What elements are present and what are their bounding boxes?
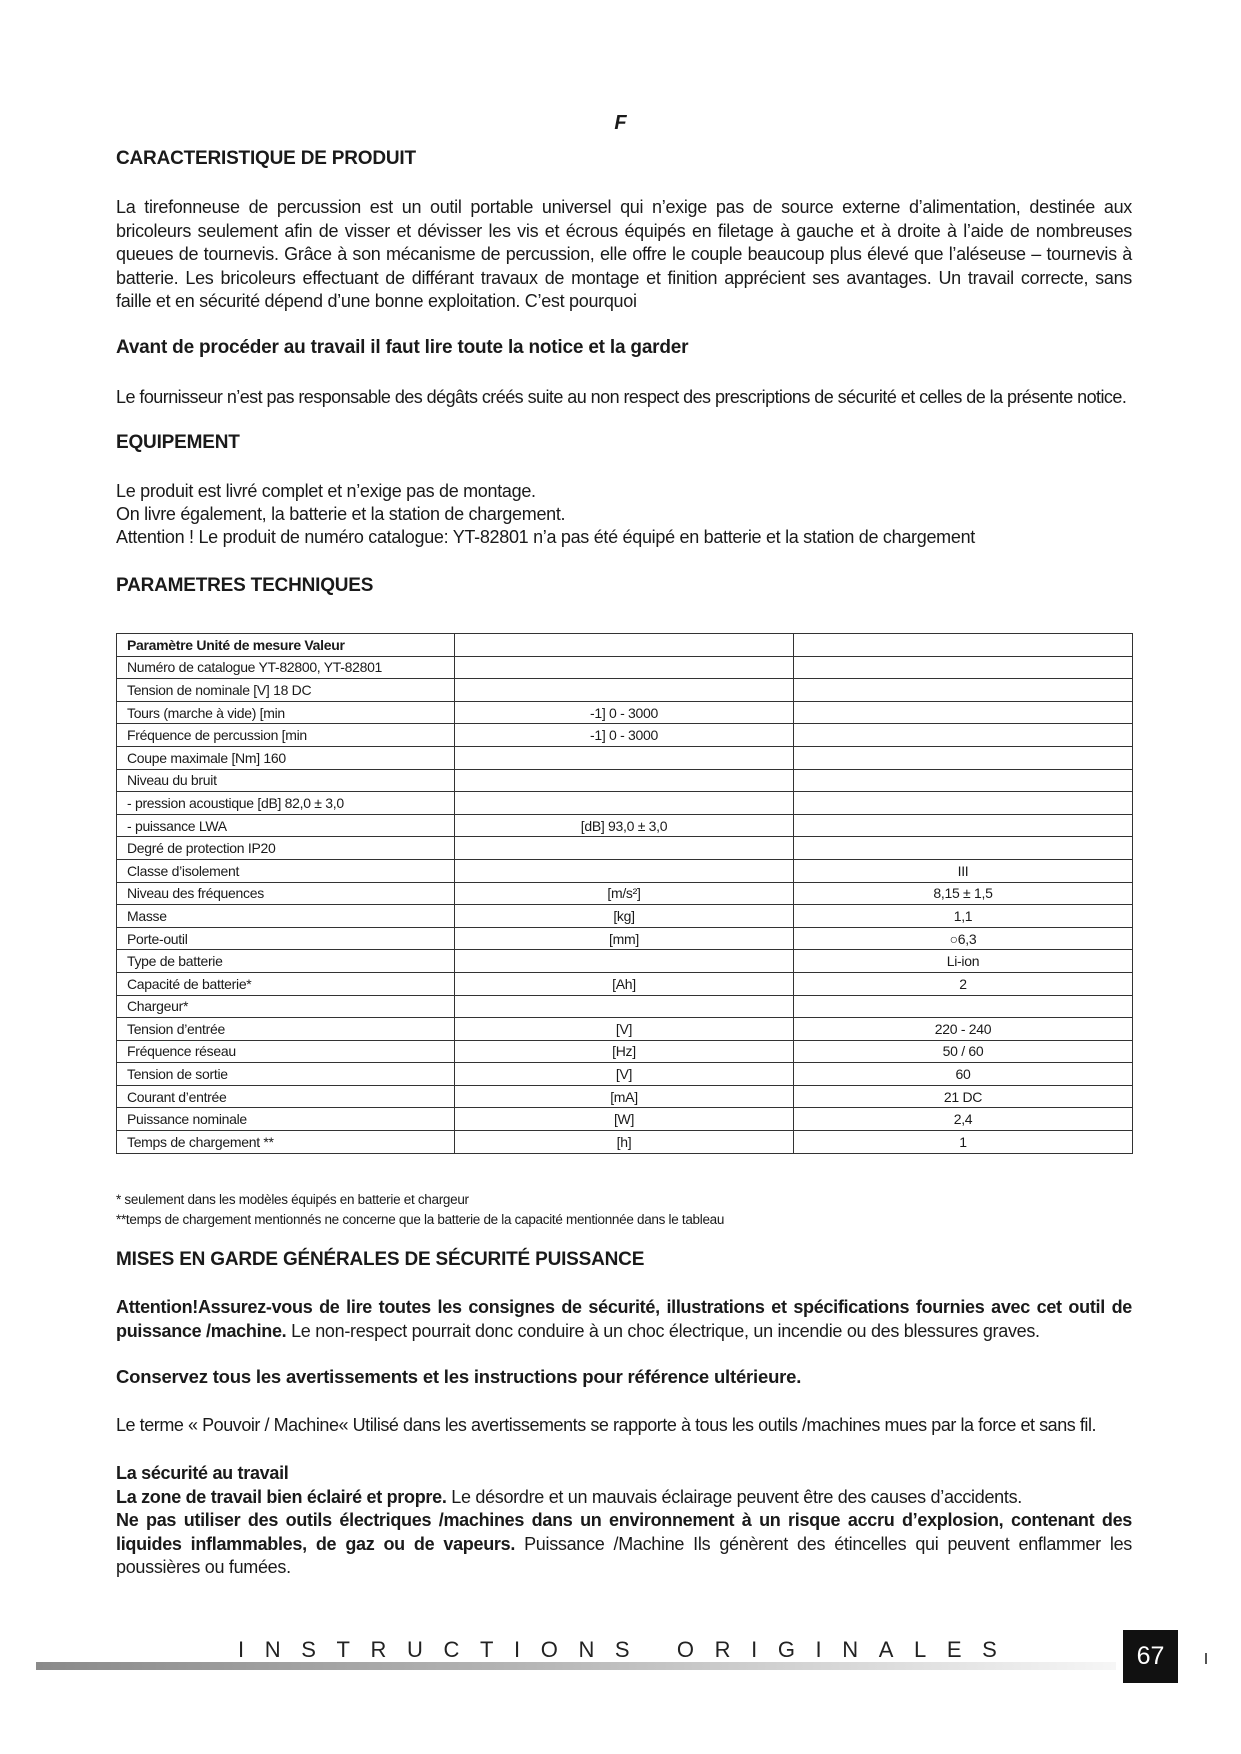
technical-parameters-table xyxy=(116,633,1133,1154)
table-row xyxy=(117,656,1133,679)
equipment-line: Attention ! Le produit de numéro catalogue: YT-82801 n’a pas été équipé en batterie et la station de chargement xyxy=(116,527,975,547)
product-text: La tirefonneuse de percussion est un outil portable universel qui n’exige pas de source externe d’alimentation, destinée aux bricoleurs seulement afin de visser et dévisser les vis et écrous équipés en filetage à gauche et à droite à l’aide de nombreuses queues de tournevis. Grâce à son mécanisme de percussion, elle offre le couple beaucoup plus élevé que l’aléseuse – tournevis à batterie. Les bricoleurs effectuant de différant travaux de montage et finition apprécient ses avantages. Un travail correcte, sans faille et en sécurité dépend d’une bonne exploitation. C’est pourquoi xyxy=(116,197,1132,311)
value-cell xyxy=(794,724,1133,747)
value-cell xyxy=(794,679,1133,702)
table-row xyxy=(117,1108,1133,1131)
value-cell: 50 / 60 xyxy=(794,1040,1133,1063)
safety-attention xyxy=(116,1296,1132,1343)
parameter-cell: - pression acoustique [dB] 82,0 ± 3,0 xyxy=(117,792,455,815)
table-row xyxy=(117,950,1133,973)
table-row xyxy=(117,1040,1133,1063)
unit-cell xyxy=(455,679,794,702)
unit-cell xyxy=(455,995,794,1018)
table-row xyxy=(117,905,1133,928)
table-row xyxy=(117,972,1133,995)
product-description xyxy=(116,196,1132,314)
unit-cell xyxy=(455,859,794,882)
unit-cell xyxy=(455,634,794,657)
table-row xyxy=(117,769,1133,792)
attention-text: Le non-respect pourrait donc conduire à un choc électrique, un incendie ou des blessures graves. xyxy=(286,1320,1040,1341)
value-cell: 8,15 ± 1,5 xyxy=(794,882,1133,905)
language-marker: F xyxy=(614,112,627,134)
unit-cell xyxy=(455,656,794,679)
parameter-cell: Chargeur* xyxy=(117,995,455,1018)
unit-cell: [Hz] xyxy=(455,1040,794,1063)
term-definition: Le terme « Pouvoir / Machine« Utilisé dans les avertissements se rapporte à tous les outils /machines mues par la force et sans fil. xyxy=(116,1415,1097,1435)
footnote-battery: * seulement dans les modèles équipés en batterie et chargeur xyxy=(116,1192,469,1207)
table-header-row xyxy=(117,634,1133,657)
value-cell xyxy=(794,746,1133,769)
value-cell: 21 DC xyxy=(794,1085,1133,1108)
value-cell: ○6,3 xyxy=(794,927,1133,950)
read-manual-warning: Avant de procéder au travail il faut lire toute la notice et la garder xyxy=(116,337,689,358)
parameter-cell: Porte-outil xyxy=(117,927,455,950)
value-cell xyxy=(794,792,1133,815)
value-cell xyxy=(794,814,1133,837)
value-cell xyxy=(794,837,1133,860)
table-row xyxy=(117,859,1133,882)
unit-cell: [Ah] xyxy=(455,972,794,995)
explosive-bold-text: Ne pas utiliser des outils électriques /machines dans un environnement à un risque accru d’explosion, contenant des liquides inflammables, de gaz ou de vapeurs. xyxy=(116,1510,1132,1554)
equipment-heading: EQUIPEMENT xyxy=(116,432,240,453)
table-row xyxy=(117,995,1133,1018)
value-cell xyxy=(794,701,1133,724)
unit-cell xyxy=(455,769,794,792)
value-cell: Li-ion xyxy=(794,950,1133,973)
table-row xyxy=(117,701,1133,724)
zone-text: Le désordre et un mauvais éclairage peuvent être des causes d’accidents. xyxy=(446,1486,1022,1507)
disclaimer-text: Le fournisseur n’est pas responsable des dégâts créés suite au non respect des prescriptions de sécurité et celles de la présente notice. xyxy=(116,387,1127,407)
parameter-cell: Puissance nominale xyxy=(117,1108,455,1131)
value-cell: 1 xyxy=(794,1131,1133,1154)
explosive-text: Puissance /Machine Ils génèrent des étincelles qui peuvent enflammer les poussières ou fumées. xyxy=(116,1533,1132,1577)
table-row xyxy=(117,837,1133,860)
unit-cell: [V] xyxy=(455,1018,794,1041)
footer-title: INSTRUCTIONS ORIGINALES xyxy=(238,1637,1018,1662)
table-row xyxy=(117,1131,1133,1154)
unit-cell: [dB] 93,0 ± 3,0 xyxy=(455,814,794,837)
zone-bold-text: La zone de travail bien éclairé et propre. xyxy=(116,1486,447,1507)
parameter-cell: Niveau des fréquences xyxy=(117,882,455,905)
footer-bar xyxy=(36,1662,1116,1670)
table-row xyxy=(117,1063,1133,1086)
value-cell: III xyxy=(794,859,1133,882)
parameter-cell: Capacité de batterie* xyxy=(117,972,455,995)
parameter-cell: Classe d’isolement xyxy=(117,859,455,882)
parameter-cell: Masse xyxy=(117,905,455,928)
table-row xyxy=(117,679,1133,702)
parameter-cell: Numéro de catalogue YT-82800, YT-82801 xyxy=(117,656,455,679)
work-safety xyxy=(116,1462,1132,1580)
value-cell xyxy=(794,769,1133,792)
unit-cell: [W] xyxy=(455,1108,794,1131)
parameter-cell: Tours (marche à vide) [min xyxy=(117,701,455,724)
table-row xyxy=(117,1085,1133,1108)
parameter-cell: Niveau du bruit xyxy=(117,769,455,792)
unit-cell: -1] 0 - 3000 xyxy=(455,724,794,747)
parameter-cell: Tension de nominale [V] 18 DC xyxy=(117,679,455,702)
parameter-cell: Courant d’entrée xyxy=(117,1085,455,1108)
unit-cell xyxy=(455,950,794,973)
equipment-line: On livre également, la batterie et la station de chargement. xyxy=(116,504,566,524)
unit-cell xyxy=(455,792,794,815)
value-cell: 1,1 xyxy=(794,905,1133,928)
work-safety-heading: La sécurité au travail xyxy=(116,1463,289,1483)
unit-cell xyxy=(455,746,794,769)
equipment-line: Le produit est livré complet et n’exige pas de montage. xyxy=(116,481,536,501)
parameter-cell: Temps de chargement ** xyxy=(117,1131,455,1154)
parameter-cell: Tension d’entrée xyxy=(117,1018,455,1041)
table-row xyxy=(117,1018,1133,1041)
parameter-cell: Degré de protection IP20 xyxy=(117,837,455,860)
safety-heading: MISES EN GARDE GÉNÉRALES DE SÉCURITÉ PUISSANCE xyxy=(116,1249,645,1270)
parameter-cell: Type de batterie xyxy=(117,950,455,973)
parameter-cell: Fréquence de percussion [min xyxy=(117,724,455,747)
table-row xyxy=(117,814,1133,837)
table-row xyxy=(117,746,1133,769)
value-cell: 2 xyxy=(794,972,1133,995)
table-row xyxy=(117,927,1133,950)
value-cell: 220 - 240 xyxy=(794,1018,1133,1041)
value-cell xyxy=(794,995,1133,1018)
equipment-text xyxy=(116,480,1132,549)
parameter-cell: Fréquence réseau xyxy=(117,1040,455,1063)
unit-cell: -1] 0 - 3000 xyxy=(455,701,794,724)
page-edge-mark xyxy=(1205,1653,1207,1664)
table-row xyxy=(117,724,1133,747)
footnote-charging-time: **temps de chargement mentionnés ne concerne que la batterie de la capacité mentionnée dans le tableau xyxy=(116,1212,725,1227)
table-footnotes xyxy=(116,1190,724,1230)
value-cell: 2,4 xyxy=(794,1108,1133,1131)
unit-cell: [kg] xyxy=(455,905,794,928)
attention-bold-text: Attention!Assurez-vous de lire toutes les consignes de sécurité, illustrations et spécifications fournies avec cet outil de puissance /machine. xyxy=(116,1297,1132,1341)
unit-cell xyxy=(455,837,794,860)
parameter-cell: Coupe maximale [Nm] 160 xyxy=(117,746,455,769)
unit-cell: [m/s²] xyxy=(455,882,794,905)
value-cell xyxy=(794,634,1133,657)
unit-cell: [V] xyxy=(455,1063,794,1086)
table-row xyxy=(117,792,1133,815)
page-number: 67 xyxy=(1123,1630,1178,1683)
table-row xyxy=(117,882,1133,905)
unit-cell: [mA] xyxy=(455,1085,794,1108)
parameter-cell: Paramètre Unité de mesure Valeur xyxy=(117,634,455,657)
parameter-cell: - puissance LWA xyxy=(117,814,455,837)
unit-cell: [mm] xyxy=(455,927,794,950)
unit-cell: [h] xyxy=(455,1131,794,1154)
parameter-cell: Tension de sortie xyxy=(117,1063,455,1086)
value-cell xyxy=(794,656,1133,679)
keep-instructions: Conservez tous les avertissements et les instructions pour référence ultérieure. xyxy=(116,1366,802,1387)
value-cell: 60 xyxy=(794,1063,1133,1086)
technical-heading: PARAMETRES TECHNIQUES xyxy=(116,575,374,596)
product-heading: CARACTERISTIQUE DE PRODUIT xyxy=(116,148,416,169)
